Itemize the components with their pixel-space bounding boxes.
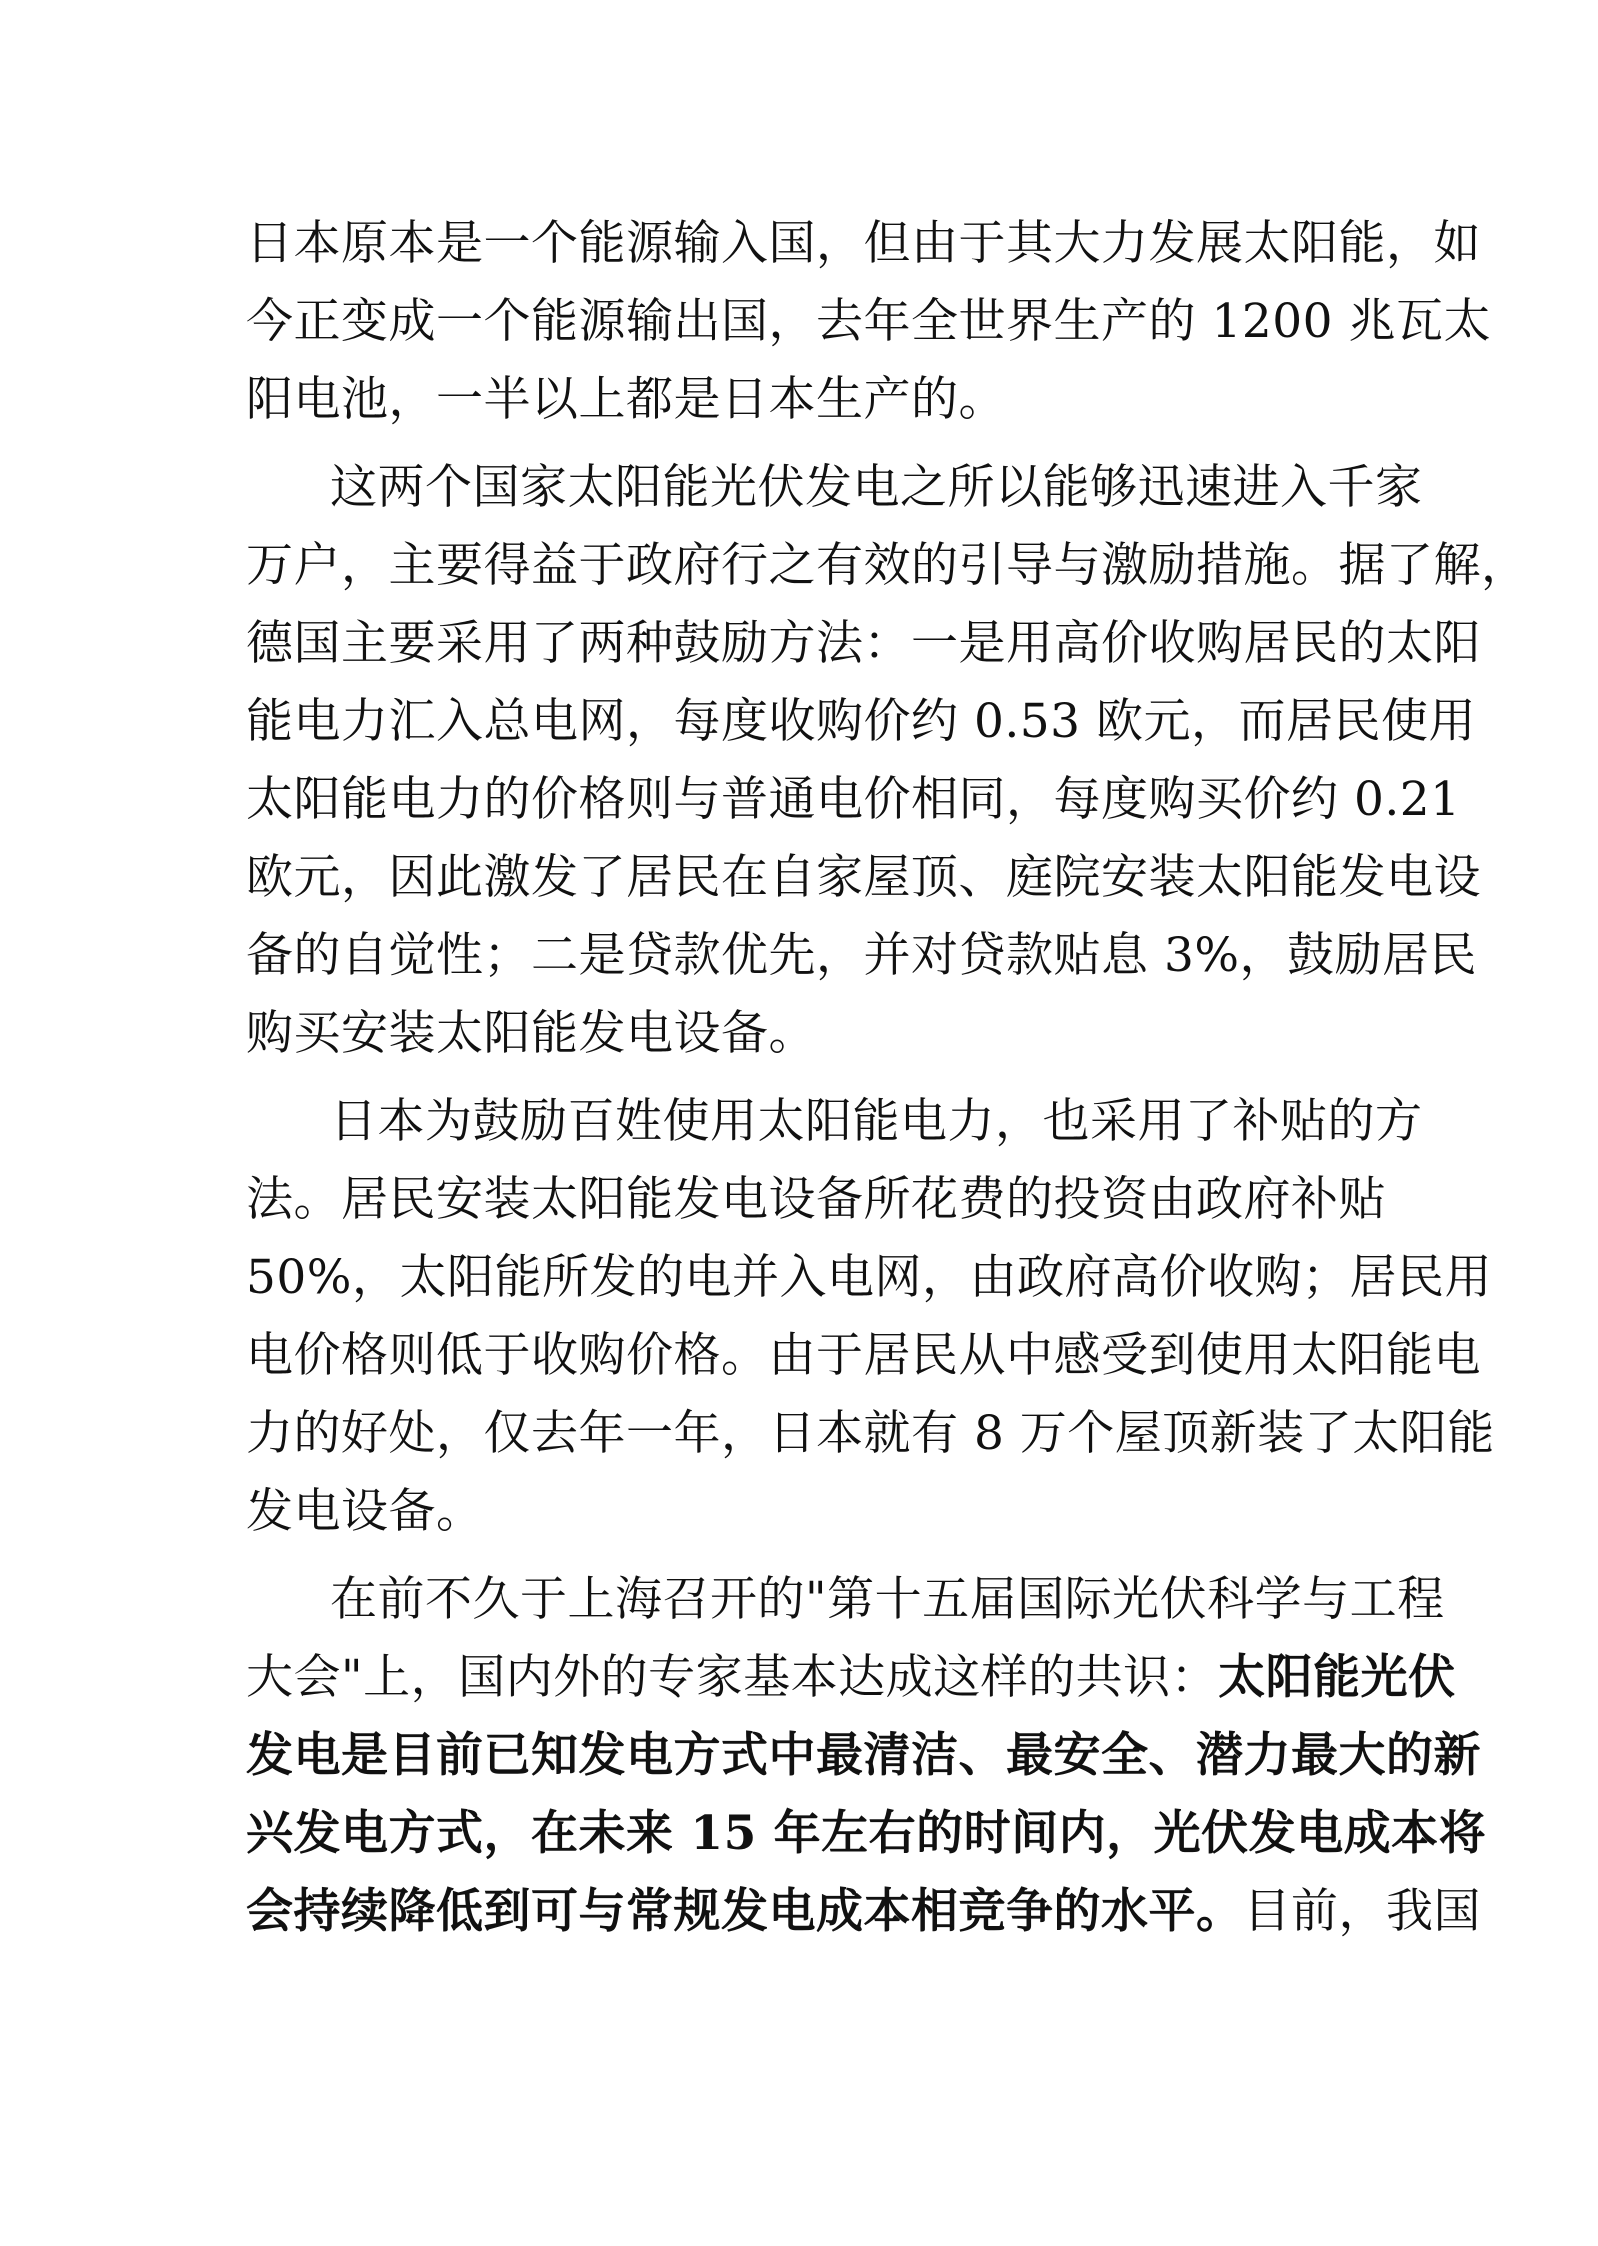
text-run: 今正变成一个能源输出国，去年全世界生产的 1200 兆瓦太 (246, 294, 1491, 349)
text-line (246, 1404, 1495, 1464)
text-run: 法。居民安装太阳能发电设备所花费的投资由政府补贴 (246, 1172, 1386, 1227)
text-line (246, 1248, 1492, 1308)
text-line (246, 1882, 1481, 1942)
text-run: 购买安装太阳能发电设备。 (246, 1006, 816, 1061)
text-line (246, 1648, 1456, 1708)
text-line (330, 1570, 1445, 1630)
text-run: 力的好处，仅去年一年，日本就有 8 万个屋顶新装了太阳能 (246, 1406, 1495, 1461)
text-line (246, 1726, 1481, 1786)
text-line (246, 692, 1477, 752)
text-run: 万户，主要得益于政府行之有效的引导与激励措施。据了解， (246, 538, 1529, 593)
text-line (246, 1170, 1386, 1230)
text-run: 阳电池，一半以上都是日本生产的。 (246, 372, 1006, 427)
text-line (246, 1804, 1487, 1864)
text-run: 发电设备。 (246, 1484, 484, 1539)
bold-text-run: 会持续降低到可与常规发电成本相竞争的水平。 (246, 1884, 1244, 1939)
text-line (246, 1004, 816, 1064)
text-line (330, 458, 1423, 518)
bold-text-run: 发电是目前已知发电方式中最清洁、最安全、潜力最大的新 (246, 1728, 1481, 1783)
text-run: 太阳能电力的价格则与普通电价相同，每度购买价约 0.21 (246, 772, 1461, 827)
text-run: 德国主要采用了两种鼓励方法：一是用高价收购居民的太阳 (246, 616, 1481, 671)
text-run: 50%，太阳能所发的电并入电网，由政府高价收购；居民用 (246, 1250, 1492, 1305)
text-line (246, 214, 1481, 274)
text-line (246, 848, 1481, 908)
text-run: 大会"上，国内外的专家基本达成这样的共识： (246, 1650, 1219, 1705)
text-run: 欧元，因此激发了居民在自家屋顶、庭院安装太阳能发电设 (246, 850, 1481, 905)
text-line (330, 1092, 1423, 1152)
text-line (246, 536, 1529, 596)
text-run: 备的自觉性；二是贷款优先，并对贷款贴息 3%，鼓励居民 (246, 928, 1478, 983)
text-run: 能电力汇入总电网，每度收购价约 0.53 欧元，而居民使用 (246, 694, 1477, 749)
text-line (246, 770, 1461, 830)
bold-text-run: 太阳能光伏 (1218, 1650, 1456, 1705)
text-run: 在前不久于上海召开的"第十五届国际光伏科学与工程 (330, 1572, 1445, 1627)
text-line (246, 1482, 484, 1542)
text-line (246, 614, 1481, 674)
text-line (246, 370, 1006, 430)
text-run: 日本为鼓励百姓使用太阳能电力，也采用了补贴的方 (330, 1094, 1423, 1149)
text-run: 这两个国家太阳能光伏发电之所以能够迅速进入千家 (330, 460, 1423, 515)
text-line (246, 1326, 1481, 1386)
text-run: 目前，我国 (1243, 1884, 1481, 1939)
text-line (246, 926, 1478, 986)
text-line (246, 292, 1491, 352)
bold-text-run: 兴发电方式，在未来 15 年左右的时间内，光伏发电成本将 (246, 1806, 1487, 1861)
text-run: 电价格则低于收购价格。由于居民从中感受到使用太阳能电 (246, 1328, 1481, 1383)
text-run: 日本原本是一个能源输入国，但由于其大力发展太阳能，如 (246, 216, 1481, 271)
